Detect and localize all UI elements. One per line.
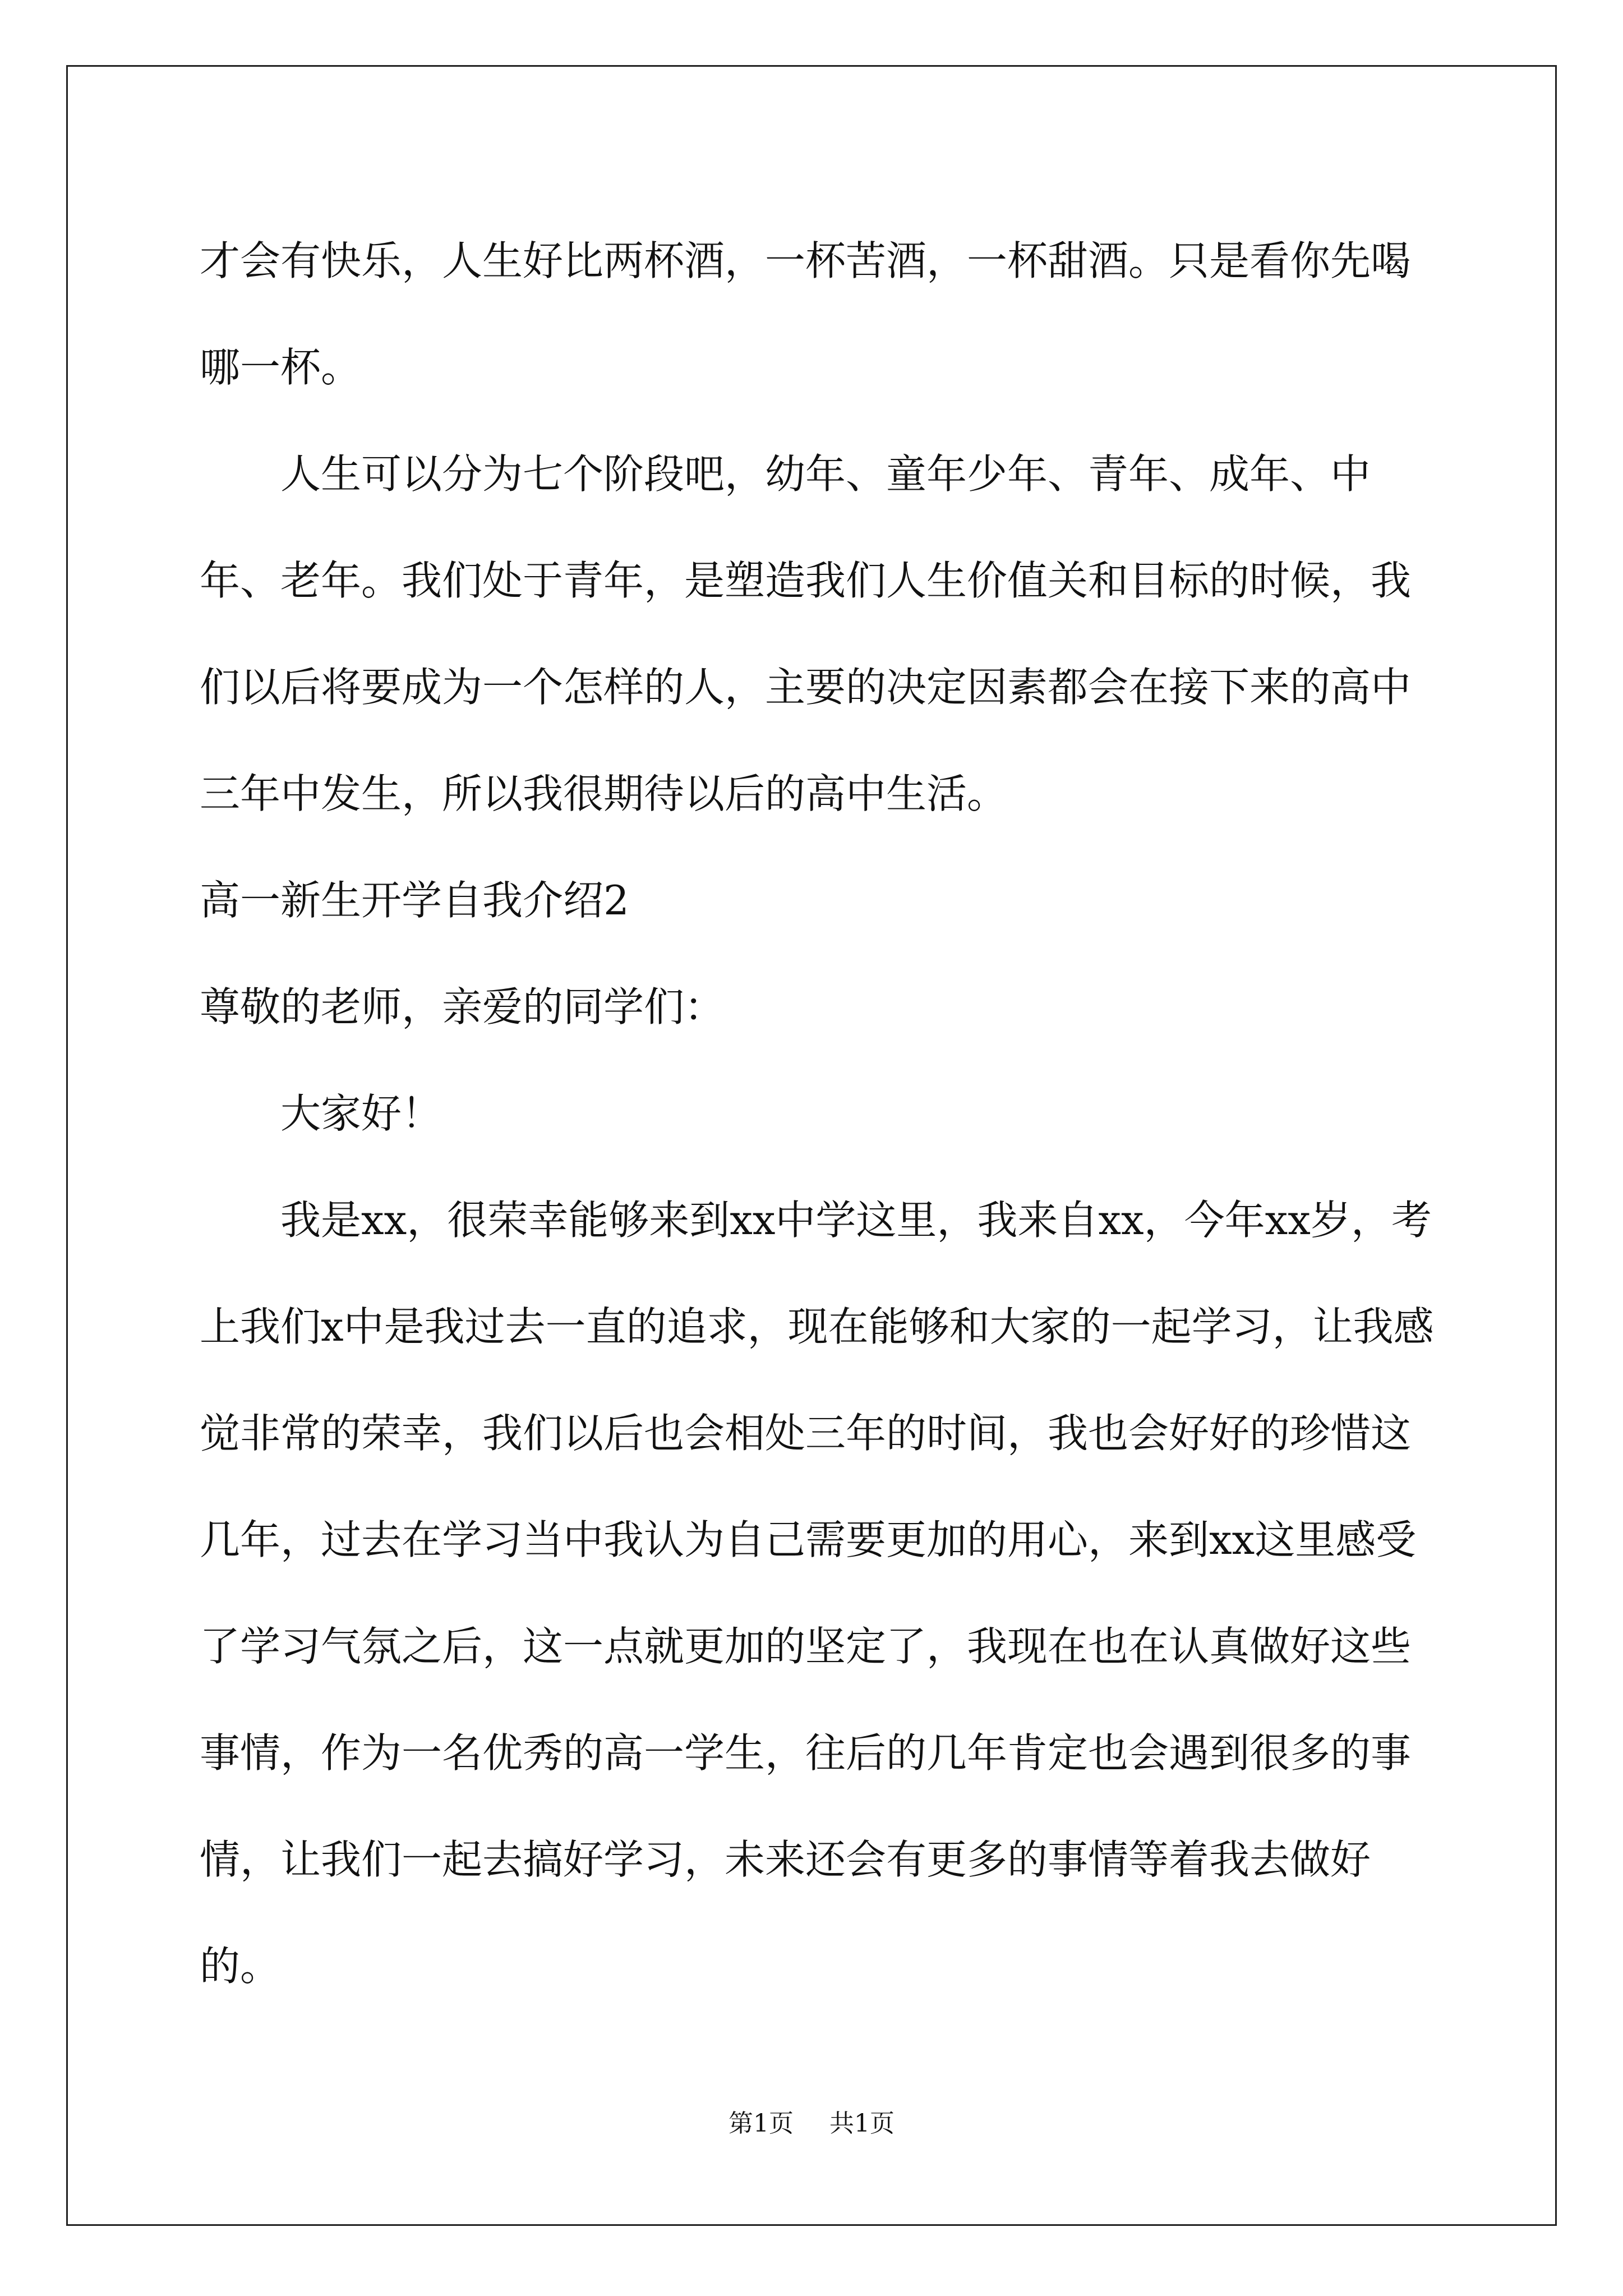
greeting: 大家好！: [280, 1090, 442, 1137]
page-number-current: 第1页: [728, 2109, 794, 2138]
page-footer: [0, 2107, 1623, 2141]
document-body: [200, 208, 1445, 2019]
salutation: 尊敬的老师，亲爱的同学们：: [200, 983, 725, 1030]
paragraph-continued: 才会有快乐，人生好比两杯酒，一杯苦酒，一杯甜酒。只是看你先喝哪一杯。: [200, 237, 1412, 391]
page-number-total: 共1页: [829, 2109, 895, 2138]
paragraph-self-introduction: 我是xx，很荣幸能够来到xx中学这里，我来自xx，今年xx岁，考上我们x中是我过去一直的追求，现在能够和大家的一起学习，让我感觉非常的荣幸，我们以后也会相处三年的时间，我也会好好的珍惜这几年，过去在学习当中我认为自己需要更加的用心，来到xx这里感受了学习气氛之后，这一点就更加的坚定了，我现在也在认真做好这些事情，作为一名优秀的高一学生，往后的几年肯定也会遇到很多的事情，让我们一起去搞好学习，未来还会有更多的事情等着我去做好的。: [200, 1197, 1434, 1990]
section-title: 高一新生开学自我介绍2: [200, 877, 629, 924]
paragraph-life-stages: 人生可以分为七个阶段吧，幼年、童年少年、青年、成年、中年、老年。我们处于青年，是塑造我们人生价值关和目标的时候，我们以后将要成为一个怎样的人，主要的决定因素都会在接下来的高中三年中发生，所以我很期待以后的高中生活。: [200, 450, 1412, 817]
